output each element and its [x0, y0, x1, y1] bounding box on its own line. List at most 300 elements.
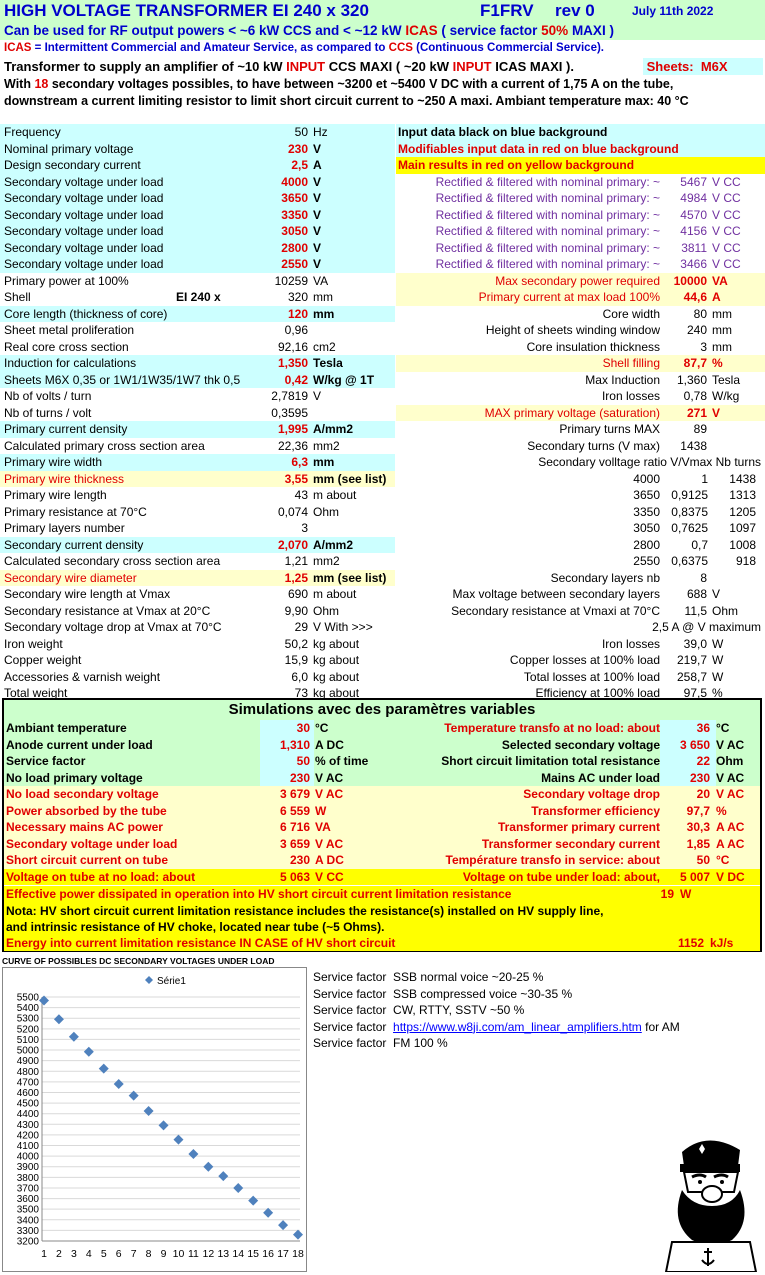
- y-tick-label: 3900: [16, 1162, 39, 1174]
- right-label: Rectified & filtered with nominal primary: ~: [435, 207, 660, 222]
- sim-right-unit: V AC: [716, 787, 745, 801]
- row-unit: V: [313, 174, 322, 189]
- sim-right-label: Température transfo in service: about: [445, 853, 660, 867]
- sim-unit: A DC: [315, 853, 344, 867]
- sim-right-value: 30,3: [686, 820, 710, 834]
- row-label: Real core cross section: [4, 339, 129, 354]
- ratio-turns: 1097: [729, 521, 756, 535]
- right-value: 44,6: [683, 290, 707, 304]
- right-unit: mm: [712, 306, 732, 321]
- ratio-voltage: 2550: [633, 554, 660, 568]
- sim-value: 6 559: [279, 803, 310, 818]
- row-value: 22,36: [277, 438, 308, 453]
- right-unit: W: [712, 669, 724, 684]
- row-value: 2,070: [277, 537, 308, 552]
- sim-right-unit: V AC: [716, 737, 745, 752]
- right-value: 4984: [680, 191, 707, 205]
- simulation-row: [4, 737, 760, 754]
- header-line-2-text: Can be used for RF output powers < ~6 kW CCS and < ~12 kW ICAS ( service factor 50% MAXI ): [4, 23, 614, 38]
- right-unit: [712, 570, 765, 587]
- row-value: 1,995: [277, 422, 308, 436]
- row-label: Secondary current density: [4, 537, 144, 552]
- ratio-value: 0,7625: [671, 521, 708, 535]
- right-unit: %: [712, 686, 723, 700]
- row-value: 9,90: [284, 603, 308, 618]
- row-unit: cm2: [313, 339, 336, 354]
- right-value: 3811: [681, 240, 707, 255]
- simulation-box: [2, 698, 762, 952]
- row-unit: mm: [313, 455, 335, 469]
- row-value: 50,2: [284, 636, 308, 651]
- service-factor-item[interactable]: Service factor https://www.w8ji.com/am_linear_amplifiers.htm for AM: [313, 1019, 680, 1034]
- table-row: [0, 421, 765, 438]
- sim-unit: % of time: [315, 754, 369, 768]
- y-tick-label: 4700: [16, 1077, 39, 1089]
- right-unit: [712, 421, 765, 438]
- right-value: 80: [693, 306, 707, 321]
- right-label: Primary turns MAX: [559, 422, 660, 436]
- row-unit: [313, 322, 395, 339]
- chart-frame: [3, 968, 307, 1272]
- right-label: Iron losses: [601, 389, 660, 403]
- right-value: 39,0: [683, 636, 707, 651]
- row-unit: VA: [313, 273, 329, 288]
- table-row: [0, 669, 765, 686]
- sim-value: 6 716: [279, 820, 310, 834]
- table-row: [0, 553, 765, 570]
- row-value: 6,3: [291, 455, 308, 469]
- table-row: [0, 454, 765, 471]
- right-unit: W/kg: [712, 389, 740, 403]
- right-value: 89: [693, 422, 707, 436]
- date: July 11th 2022: [632, 4, 714, 18]
- row-value: 3,55: [284, 471, 308, 486]
- x-tick-label: 9: [160, 1248, 167, 1260]
- row-unit: mm (see list): [313, 471, 387, 486]
- ratio-value: 1: [701, 471, 708, 486]
- row-unit: mm: [313, 290, 333, 304]
- header-line-1: [0, 0, 765, 22]
- row-value: 43: [294, 488, 308, 502]
- row-unit: A/mm2: [313, 537, 354, 552]
- sim-unit: W: [315, 803, 327, 818]
- row-label: Primary layers number: [4, 521, 125, 535]
- energy-row: Energy into current limitation resistance IN CASE of HV short circuit 1152 kJ/s: [4, 936, 760, 951]
- x-tick-label: 14: [232, 1248, 245, 1260]
- row-value: 15,9: [284, 653, 308, 667]
- row-label: Calculated secondary cross section area: [4, 554, 221, 568]
- y-tick-label: 5200: [16, 1024, 39, 1036]
- row-label: Nominal primary voltage: [4, 141, 134, 156]
- right-unit: A: [712, 290, 721, 304]
- simulation-row: [4, 803, 760, 820]
- row-label: Secondary voltage under load: [4, 257, 164, 271]
- right-label: Rectified & filtered with nominal primary: ~: [435, 240, 660, 255]
- sim-right-value: 230: [689, 770, 710, 785]
- row-value: 0,3595: [271, 405, 308, 420]
- ratio-voltage: 3350: [633, 504, 660, 519]
- service-factor-item: Service factor SSB compressed voice ~30-35 %: [313, 986, 573, 1001]
- sim-right-value: 5 007: [679, 869, 710, 884]
- sim-right-unit: Ohm: [716, 754, 744, 768]
- row-value: 73: [294, 686, 308, 700]
- row-label: Primary wire width: [4, 455, 103, 469]
- y-tick-label: 4000: [16, 1151, 39, 1163]
- row-unit: mm (see list): [313, 570, 387, 585]
- sim-label: Short circuit current on tube: [6, 853, 169, 867]
- sim-label: Anode current under load: [6, 737, 153, 752]
- x-tick-label: 15: [247, 1248, 260, 1260]
- table-row: [0, 619, 765, 636]
- x-tick-label: 16: [262, 1248, 274, 1260]
- row-label: Secondary wire diameter: [4, 570, 137, 585]
- right-value: 3: [700, 339, 707, 354]
- right-unit: V CC: [712, 257, 741, 271]
- x-tick-label: 1: [41, 1248, 47, 1260]
- x-tick-label: 6: [115, 1248, 122, 1260]
- row-value: 4000: [281, 174, 308, 189]
- row-label: Design secondary current: [4, 158, 141, 172]
- row-label: Frequency: [4, 125, 61, 139]
- simulation-row: [4, 852, 760, 869]
- table-row: [0, 174, 765, 191]
- table-row: [0, 240, 765, 257]
- table-row: [0, 504, 765, 521]
- y-tick-label: 3700: [16, 1183, 39, 1195]
- sim-right-unit: V DC: [716, 869, 745, 884]
- sim-right-label: Transformer primary current: [497, 820, 660, 834]
- sim-right-value: 36: [696, 721, 710, 735]
- right-label: Height of sheets winding window: [485, 323, 660, 337]
- sim-value: 3 679: [279, 787, 310, 801]
- right-label: Efficiency at 100% load: [535, 686, 660, 700]
- row-value: 1,21: [284, 554, 308, 568]
- right-value: 1438: [680, 438, 707, 453]
- sim-right-value: 50: [696, 853, 710, 867]
- table-row: [0, 339, 765, 356]
- sim-label: Voltage on tube at no load: about: [6, 869, 196, 884]
- right-value: 1,360: [676, 372, 707, 387]
- y-tick-label: 4500: [16, 1098, 39, 1110]
- row-value: 6,0: [291, 669, 308, 684]
- row-value: 3650: [281, 191, 308, 205]
- ratio-turns: 1313: [729, 488, 756, 502]
- sim-value[interactable]: 30: [296, 721, 310, 735]
- x-tick-label: 13: [217, 1248, 230, 1260]
- ratio-value: 0,9125: [671, 488, 708, 502]
- right-label: Core width: [602, 306, 660, 321]
- y-tick-label: 5000: [16, 1045, 39, 1057]
- ratio-turns: 1438: [729, 471, 756, 486]
- row-label: Primary power at 100%: [4, 273, 129, 288]
- header-line-3: ICAS = Intermittent Commercial and Amateur Service, as compared to CCS (Continuous Commercial Service).: [4, 42, 604, 54]
- row-label: Secondary wire length at Vmax: [4, 587, 171, 601]
- sim-right-unit: A AC: [716, 820, 745, 834]
- row-shell-type: EI 240 x: [176, 290, 221, 304]
- x-tick-label: 7: [130, 1248, 137, 1260]
- sim-label: Ambiant temperature: [6, 721, 127, 735]
- row-label: Secondary resistance at Vmax at 20°C: [4, 603, 211, 618]
- right-label: MAX primary voltage (saturation): [484, 405, 660, 420]
- table-row: [0, 405, 765, 422]
- row-value: 2,5: [291, 158, 308, 172]
- table-row: [0, 388, 765, 405]
- header-line-5: With 18 secondary voltages possibles, to have between ~3200 et ~5400 V DC with a current of 1,75 A on the tube,: [4, 77, 674, 91]
- captain-illustration: [652, 1122, 762, 1272]
- row-value: 0,96: [284, 323, 308, 337]
- right-label: Copper losses at 100% load: [509, 653, 660, 667]
- simulation-row: [4, 786, 760, 803]
- right-value: 271: [686, 405, 707, 420]
- chart-title: CURVE OF POSSIBLES DC SECONDARY VOLTAGES UNDER LOAD: [2, 956, 275, 966]
- sim-value[interactable]: 1,310: [279, 737, 310, 752]
- table-row: [0, 289, 765, 306]
- row-label: Nb of turns / volt: [4, 405, 92, 420]
- y-tick-label: 3400: [16, 1215, 39, 1227]
- table-row: [0, 636, 765, 653]
- sim-value: 5 063: [279, 869, 310, 884]
- row-label: Primary current density: [4, 422, 128, 436]
- right-unit: V CC: [712, 191, 741, 205]
- table-row: [0, 586, 765, 603]
- sim-value[interactable]: 50: [296, 754, 310, 768]
- right-value: 258,7: [676, 669, 707, 684]
- right-unit: V CC: [712, 240, 741, 255]
- sim-right-value: 22: [696, 754, 710, 768]
- row-label: Total weight: [4, 686, 68, 700]
- row-value: 1,25: [284, 570, 308, 585]
- y-tick-label: 3800: [16, 1172, 39, 1184]
- voltage-chart: [2, 955, 307, 1273]
- right-label: Modifiables input data in red on blue background: [398, 141, 679, 156]
- right-value: 97,5: [683, 686, 707, 700]
- legend-label: Série1: [157, 976, 186, 987]
- row-unit: kg about: [313, 653, 360, 667]
- sim-right-label: Mains AC under load: [541, 770, 660, 785]
- sim-label: No load secondary voltage: [6, 787, 159, 801]
- row-unit: m about: [313, 587, 357, 601]
- y-tick-label: 5300: [16, 1013, 39, 1025]
- row-label: Primary resistance at 70°C: [4, 504, 147, 519]
- row-label: Core length (thickness of core): [4, 306, 168, 321]
- x-tick-label: 4: [85, 1248, 92, 1260]
- sim-unit: A DC: [315, 737, 344, 752]
- sim-label: Necessary mains AC power: [6, 820, 163, 834]
- sim-right-unit: A AC: [716, 836, 745, 851]
- y-tick-label: 3200: [16, 1236, 39, 1248]
- right-unit: VA: [712, 273, 728, 288]
- row-unit: Ohm: [313, 504, 340, 519]
- right-label: Rectified & filtered with nominal primary: ~: [435, 257, 660, 271]
- table-row: [0, 306, 765, 323]
- service-factor-item: Service factor CW, RTTY, SSTV ~50 %: [313, 1003, 525, 1017]
- row-unit: A: [313, 158, 322, 172]
- row-label: Secondary voltage under load: [4, 224, 164, 238]
- row-label: Secondary voltage under load: [4, 174, 164, 189]
- sim-right-value: 20: [696, 787, 710, 801]
- row-value: 3050: [281, 224, 308, 238]
- right-label: Core insulation thickness: [526, 339, 660, 354]
- row-label: Secondary voltage drop at Vmax at 70°C: [4, 620, 222, 634]
- right-value: 87,7: [683, 356, 707, 370]
- right-unit: mm: [712, 323, 732, 337]
- right-label: Secondary turns (V max): [527, 438, 660, 453]
- right-unit: Ohm: [712, 603, 739, 618]
- sim-unit: V AC: [315, 836, 344, 851]
- row-value: 2800: [281, 240, 308, 255]
- table-row: [0, 570, 765, 587]
- y-tick-label: 3500: [16, 1204, 39, 1216]
- row-label: Shell: [4, 290, 31, 304]
- header-line-2: [0, 22, 765, 40]
- table-row: [0, 652, 765, 669]
- y-tick-label: 4400: [16, 1109, 39, 1121]
- right-value: 0,78: [683, 389, 707, 403]
- sim-right-label: Selected secondary voltage: [501, 737, 660, 752]
- x-tick-label: 8: [145, 1248, 152, 1260]
- sim-right-value: 97,7: [686, 803, 710, 818]
- y-tick-label: 4100: [16, 1141, 39, 1153]
- row-unit: kg about: [313, 669, 360, 684]
- row-unit: mm: [313, 306, 335, 321]
- right-label: Rectified & filtered with nominal primary: ~: [435, 191, 660, 205]
- row-unit: V: [313, 224, 322, 238]
- table-row: [0, 157, 765, 174]
- chart-svg: [2, 967, 307, 1272]
- row-unit: Hz: [313, 125, 328, 139]
- sim-value[interactable]: 230: [289, 770, 310, 785]
- table-row: [0, 603, 765, 620]
- simulation-row: [4, 770, 760, 787]
- sim-right-unit: °C: [716, 853, 730, 867]
- right-label: Max voltage between secondary layers: [452, 587, 660, 601]
- right-label: Main results in red on yellow background: [398, 158, 635, 172]
- sim-unit: V AC: [315, 787, 344, 801]
- simulation-row: [4, 869, 760, 886]
- row-unit: V: [313, 389, 322, 403]
- table-row: [0, 141, 765, 158]
- title: HIGH VOLTAGE TRANSFORMER EI 240 x 320: [4, 1, 369, 20]
- table-row: [0, 372, 765, 389]
- right-value: 3466: [680, 257, 707, 271]
- table-row: [0, 190, 765, 207]
- sim-right-label: Temperature transfo at no load: about: [444, 721, 660, 735]
- row-unit: V With >>>: [313, 620, 373, 634]
- w8ji-link[interactable]: https://www.w8ji.com/am_linear_amplifiers.htm: [393, 1019, 642, 1034]
- row-value: 120: [287, 306, 308, 321]
- effective-power-row: Effective power dissipated in operation into HV short circuit current limitation resistance 19 W: [4, 886, 760, 903]
- right-unit: %: [712, 356, 723, 370]
- x-tick-label: 3: [70, 1248, 77, 1260]
- right-label: Secondary volltage ratio V/Vmax Nb turns: [538, 455, 761, 469]
- right-unit: V CC: [712, 224, 741, 238]
- nota-line-1: Nota: HV short circuit current limitation resistance includes the resistance(s) installed on HV supply line,: [4, 903, 760, 920]
- row-label: Copper weight: [4, 653, 82, 667]
- row-value: 10259: [274, 273, 308, 288]
- sim-right-value: 3 650: [679, 737, 710, 752]
- right-value: 240: [686, 323, 707, 337]
- row-unit: A/mm2: [313, 422, 354, 436]
- row-unit: [313, 405, 395, 422]
- table-row: [0, 273, 765, 290]
- row-label: Secondary voltage under load: [4, 191, 164, 205]
- row-value: 92,16: [277, 339, 308, 354]
- row-unit: V: [313, 207, 322, 222]
- row-label: Primary wire length: [4, 488, 107, 502]
- header-line-6: downstream a current limiting resistor to limit short circuit current to ~250 A maxi. Ambiant temperature max: 40 °C: [4, 94, 689, 108]
- service-factor-item: Service factor FM 100 %: [313, 1036, 448, 1050]
- row-label: Sheets M6X 0,35 or 1W1/1W35/1W7 thk 0,5: [4, 372, 241, 387]
- service-factor-item: Service factor SSB normal voice ~20-25 %: [313, 970, 544, 984]
- sim-right-label: Transformer secondary current: [481, 836, 660, 851]
- row-value: 320: [287, 290, 308, 304]
- x-tick-label: 10: [172, 1248, 185, 1260]
- table-row: [0, 438, 765, 455]
- table-row: [0, 256, 765, 273]
- ratio-voltage: 3050: [633, 521, 660, 535]
- ratio-voltage: 3650: [633, 488, 660, 502]
- row-value: 0,074: [277, 504, 308, 519]
- right-label: Shell filling: [602, 356, 660, 370]
- ratio-voltage: 2800: [633, 537, 660, 552]
- sim-unit: VA: [315, 820, 331, 834]
- right-label: Total losses at 100% load: [523, 669, 660, 684]
- x-tick-label: 17: [277, 1248, 289, 1260]
- nota-line-2: and intrinsic resistance of HV choke, located near tube (~5 Ohms).: [4, 919, 760, 936]
- sim-right-unit: %: [716, 803, 727, 818]
- table-row: [0, 322, 765, 339]
- y-tick-label: 3300: [16, 1225, 39, 1237]
- right-note: 2,5 A @ V maximum: [652, 620, 761, 634]
- right-unit: W: [712, 653, 724, 667]
- table-row: [0, 520, 765, 537]
- right-unit: V: [712, 405, 721, 420]
- simulation-row: [4, 819, 760, 836]
- row-unit: [313, 520, 395, 537]
- y-tick-label: 4300: [16, 1119, 39, 1131]
- right-label: Input data black on blue background: [398, 125, 608, 139]
- table-row: [0, 223, 765, 240]
- sim-label: No load primary voltage: [6, 770, 143, 785]
- revision: rev 0: [555, 1, 595, 20]
- right-label: Max Induction: [585, 372, 660, 387]
- row-label: Primary wire thickness: [4, 471, 125, 486]
- right-unit: Tesla: [712, 372, 741, 387]
- row-label: Induction for calculations: [4, 356, 137, 370]
- right-unit: W: [712, 636, 724, 651]
- y-tick-label: 4900: [16, 1056, 39, 1068]
- header-line-4: Transformer to supply an amplifier of ~10 kW INPUT CCS MAXI ( ~20 kW INPUT ICAS MAXI ). Sheets: M6X: [0, 57, 765, 76]
- row-value: 50: [294, 125, 308, 139]
- y-tick-label: 4200: [16, 1130, 39, 1142]
- y-tick-label: 5500: [16, 992, 39, 1004]
- y-tick-label: 3600: [16, 1194, 39, 1206]
- simulation-title: Simulations avec des paramètres variables: [4, 700, 760, 720]
- right-value: 8: [700, 570, 707, 585]
- row-value: 29: [294, 620, 308, 634]
- right-unit: V: [712, 587, 721, 601]
- row-value: 1,350: [277, 356, 308, 370]
- table-row: [0, 355, 765, 372]
- ratio-voltage: 4000: [633, 471, 660, 486]
- x-tick-label: 12: [202, 1248, 215, 1260]
- right-unit: mm: [712, 339, 732, 354]
- right-label: Primary current at max load 100%: [478, 290, 660, 304]
- sim-label: Power absorbed by the tube: [6, 803, 167, 818]
- sim-value: 230: [289, 853, 310, 867]
- right-value: 10000: [673, 273, 707, 288]
- sim-value: 3 659: [279, 836, 310, 851]
